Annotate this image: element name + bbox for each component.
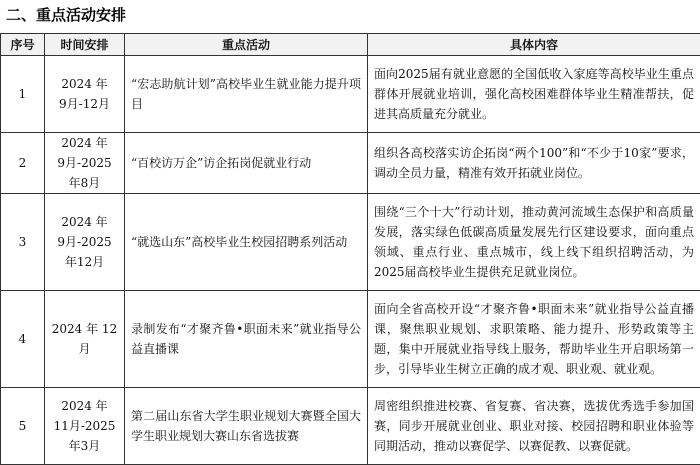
row-number: 3 xyxy=(1,194,45,291)
row-time: 2024 年 12 月 xyxy=(45,291,125,388)
header-time: 时间安排 xyxy=(45,34,125,56)
row-content: 组织各高校落实访企拓岗“两个100”和“不少于10家”要求，调动全员力量，精准有效开拓就业岗位。 xyxy=(368,133,700,194)
row-activity: “就选山东”高校毕业生校园招聘系列活动 xyxy=(125,194,368,291)
row-number: 5 xyxy=(1,388,45,465)
row-content: 面向2025届有就业意愿的全国低收入家庭等高校毕业生重点群体开展就业培训，强化高校困难群体毕业生精准帮扶，促进其高质量充分就业。 xyxy=(368,56,700,133)
row-activity: 第二届山东省大学生职业规划大赛暨全国大学生职业规划大赛山东省选拔赛 xyxy=(125,388,368,465)
row-time: 2024 年 9月-2025 年8月 xyxy=(45,133,125,194)
row-number: 4 xyxy=(1,291,45,388)
row-time: 2024 年 11月-2025 年3月 xyxy=(45,388,125,465)
row-number: 2 xyxy=(1,133,45,194)
header-content: 具体内容 xyxy=(368,34,700,56)
table-row xyxy=(1,133,700,194)
row-number: 1 xyxy=(1,56,45,133)
row-activity: 录制发布“才聚齐鲁•职面未来”就业指导公益直播课 xyxy=(125,291,368,388)
row-time: 2024 年 9月-2025 年12月 xyxy=(45,194,125,291)
table-header-row xyxy=(1,34,700,56)
row-time: 2024 年 9月-12月 xyxy=(45,56,125,133)
row-activity: “宏志助航计划”高校毕业生就业能力提升项目 xyxy=(125,56,368,133)
row-activity: “百校访万企”访企拓岗促就业行动 xyxy=(125,133,368,194)
table-row xyxy=(1,291,700,388)
table-row xyxy=(1,56,700,133)
row-content: 面向全省高校开设“才聚齐鲁•职面未来”就业指导公益直播课，聚焦职业规划、求职策略、能力提升、形势政策等主题，集中开展就业指导线上服务，帮助毕业生开启职场第一步，引导毕业生树立正确的成才观、职业观、就业观。 xyxy=(368,291,700,388)
row-content: 周密组织推进校赛、省复赛、省决赛，选拔优秀选手参加国赛，同步开展就业创业、职业对接、校园招聘和职业体验等同期活动，推动以赛促学、以赛促教、以赛促就。 xyxy=(368,388,700,465)
table-row xyxy=(1,388,700,465)
header-no: 序号 xyxy=(1,34,45,56)
activity-schedule-table xyxy=(0,33,700,465)
table-row xyxy=(1,194,700,291)
section-title: 二、重点活动安排 xyxy=(6,5,126,25)
header-activity: 重点活动 xyxy=(125,34,368,56)
row-content: 围绕“三个十大”行动计划，推动黄河流域生态保护和高质量发展，落实绿色低碳高质量发展先行区建设要求，面向重点领域、重点行业、重点城市，线上线下组织招聘活动，为2025届高校毕业生提供充足就业岗位。 xyxy=(368,194,700,291)
